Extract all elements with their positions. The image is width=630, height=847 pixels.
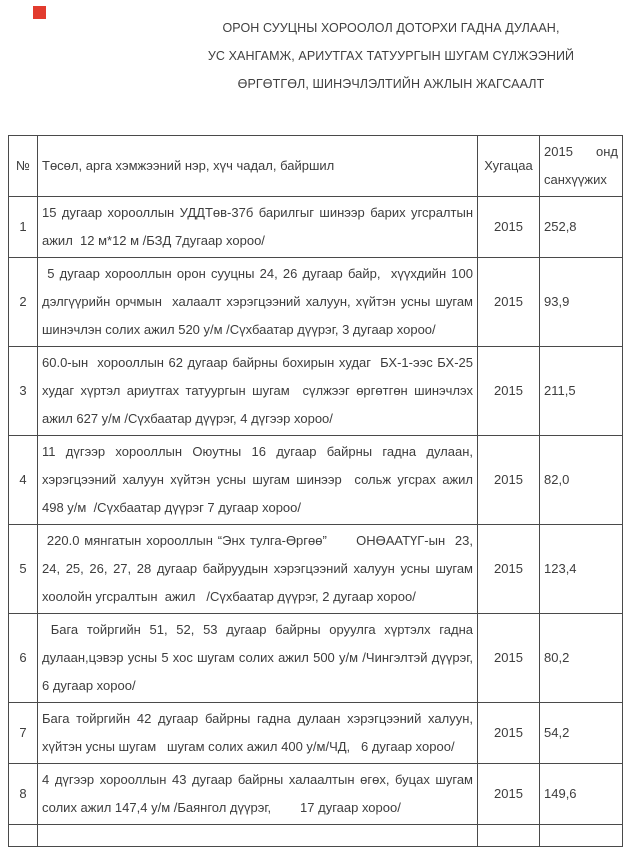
header-financing: 2015 онд санхүүжих: [540, 136, 623, 197]
document-title-line-1: ОРОН СУУЦНЫ ХОРООЛОЛ ДОТОРХИ ГАДНА ДУЛААН,: [222, 21, 560, 35]
row-year: 2015: [478, 436, 540, 525]
projects-table: [8, 135, 623, 847]
row-year: 2015: [478, 764, 540, 825]
table-header-row: [9, 136, 623, 197]
row-project: [38, 825, 478, 847]
document-title-line-2: УС ХАНГАМЖ, АРИУТГАХ ТАТУУРГЫН ШУГАМ СҮЛЖЭЭНИЙ: [207, 49, 575, 63]
row-amount: 252,8: [540, 197, 623, 258]
row-number: 2: [9, 258, 38, 347]
table-row: [9, 525, 623, 614]
row-project: Бага тойргийн 42 дугаар байрны гадна дулаан хэрэгцээний халуун, хүйтэн усны шугам шугам солих ажил 400 у/м/ЧД, 6 дугаар хороо/: [38, 703, 478, 764]
document-title: [160, 14, 622, 98]
header-number: №: [9, 136, 38, 197]
row-year: 2015: [478, 525, 540, 614]
row-number: 1: [9, 197, 38, 258]
row-year: 2015: [478, 347, 540, 436]
row-year: 2015: [478, 614, 540, 703]
row-project: Бага тойргийн 51, 52, 53 дугаар байрны оруулга хүртэлх гадна дулаан,цэвэр усны 5 хос шугам солих ажил 500 у/м /Чингэлтэй дүүрэг, 6 дугаар хороо/: [38, 614, 478, 703]
row-project: 60.0-ын хорооллын 62 дугаар байрны бохирын худаг БХ-1-ээс БХ-25 худаг хүртэл ариутгах татуургын шугам сүлжээг өргөтгөн шинэчлэх ажил 627 у/м /Сүхбаатар дүүрэг, 4 дүгээр хороо/: [38, 347, 478, 436]
row-project: 220.0 мянгатын хорооллын “Энх тулга-Өргөө” ОНӨААТҮГ-ын 23, 24, 25, 26, 27, 28 дугаар байруудын хэрэгцээний халуун усны шугам хоолойн угсралтын ажил /Сүхбаатар дүүрэг, 2 дугаар хороо/: [38, 525, 478, 614]
row-number: 4: [9, 436, 38, 525]
row-year: 2015: [478, 197, 540, 258]
table-row: [9, 258, 623, 347]
row-amount: 123,4: [540, 525, 623, 614]
row-number: 6: [9, 614, 38, 703]
header-duration: Хугацаа: [478, 136, 540, 197]
table-row: [9, 703, 623, 764]
table-row: [9, 764, 623, 825]
table-row: [9, 436, 623, 525]
row-year: [478, 825, 540, 847]
row-amount: 93,9: [540, 258, 623, 347]
row-amount: 211,5: [540, 347, 623, 436]
row-number: [9, 825, 38, 847]
red-marker-icon: [33, 6, 46, 19]
row-project: 5 дугаар хорооллын орон сууцны 24, 26 дугаар байр, хүүхдийн 100 дэлгүүрийн орчмын халаалт хэрэгцээний халуун, хүйтэн усны шугам шинэчлэн солих ажил 520 у/м /Сүхбаатар дүүрэг, 3 дугаар хороо/: [38, 258, 478, 347]
row-amount: 82,0: [540, 436, 623, 525]
table-row-partial: [9, 825, 623, 847]
row-number: 5: [9, 525, 38, 614]
row-project: 15 дугаар хорооллын УДДТөв-37б барилгыг шинээр барих угсралтын ажил 12 м*12 м /БЗД 7дугаар хороо/: [38, 197, 478, 258]
header-name: Төсөл, арга хэмжээний нэр, хүч чадал, байршил: [38, 136, 478, 197]
row-number: 7: [9, 703, 38, 764]
row-project: 11 дүгээр хорооллын Оюутны 16 дугаар байрны гадна дулаан, хэрэгцээний халуун хүйтэн усны шугам шинээр сольж угсрах ажил 498 у/м /Сүхбаатар дүүрэг 7 дугаар хороо/: [38, 436, 478, 525]
row-year: 2015: [478, 703, 540, 764]
table-row: [9, 347, 623, 436]
row-amount: 54,2: [540, 703, 623, 764]
row-year: 2015: [478, 258, 540, 347]
row-amount: 149,6: [540, 764, 623, 825]
row-amount: [540, 825, 623, 847]
row-amount: 80,2: [540, 614, 623, 703]
row-project: 4 дүгээр хорооллын 43 дугаар байрны халаалтын өгөх, буцах шугам солих ажил 147,4 у/м /Баянгол дүүрэг, 17 дугаар хороо/: [38, 764, 478, 825]
document-title-line-3: ӨРГӨТГӨЛ, ШИНЭЧЛЭЛТИЙН АЖЛЫН ЖАГСААЛТ: [237, 77, 545, 91]
row-number: 3: [9, 347, 38, 436]
row-number: 8: [9, 764, 38, 825]
table-row: [9, 197, 623, 258]
table-row: [9, 614, 623, 703]
